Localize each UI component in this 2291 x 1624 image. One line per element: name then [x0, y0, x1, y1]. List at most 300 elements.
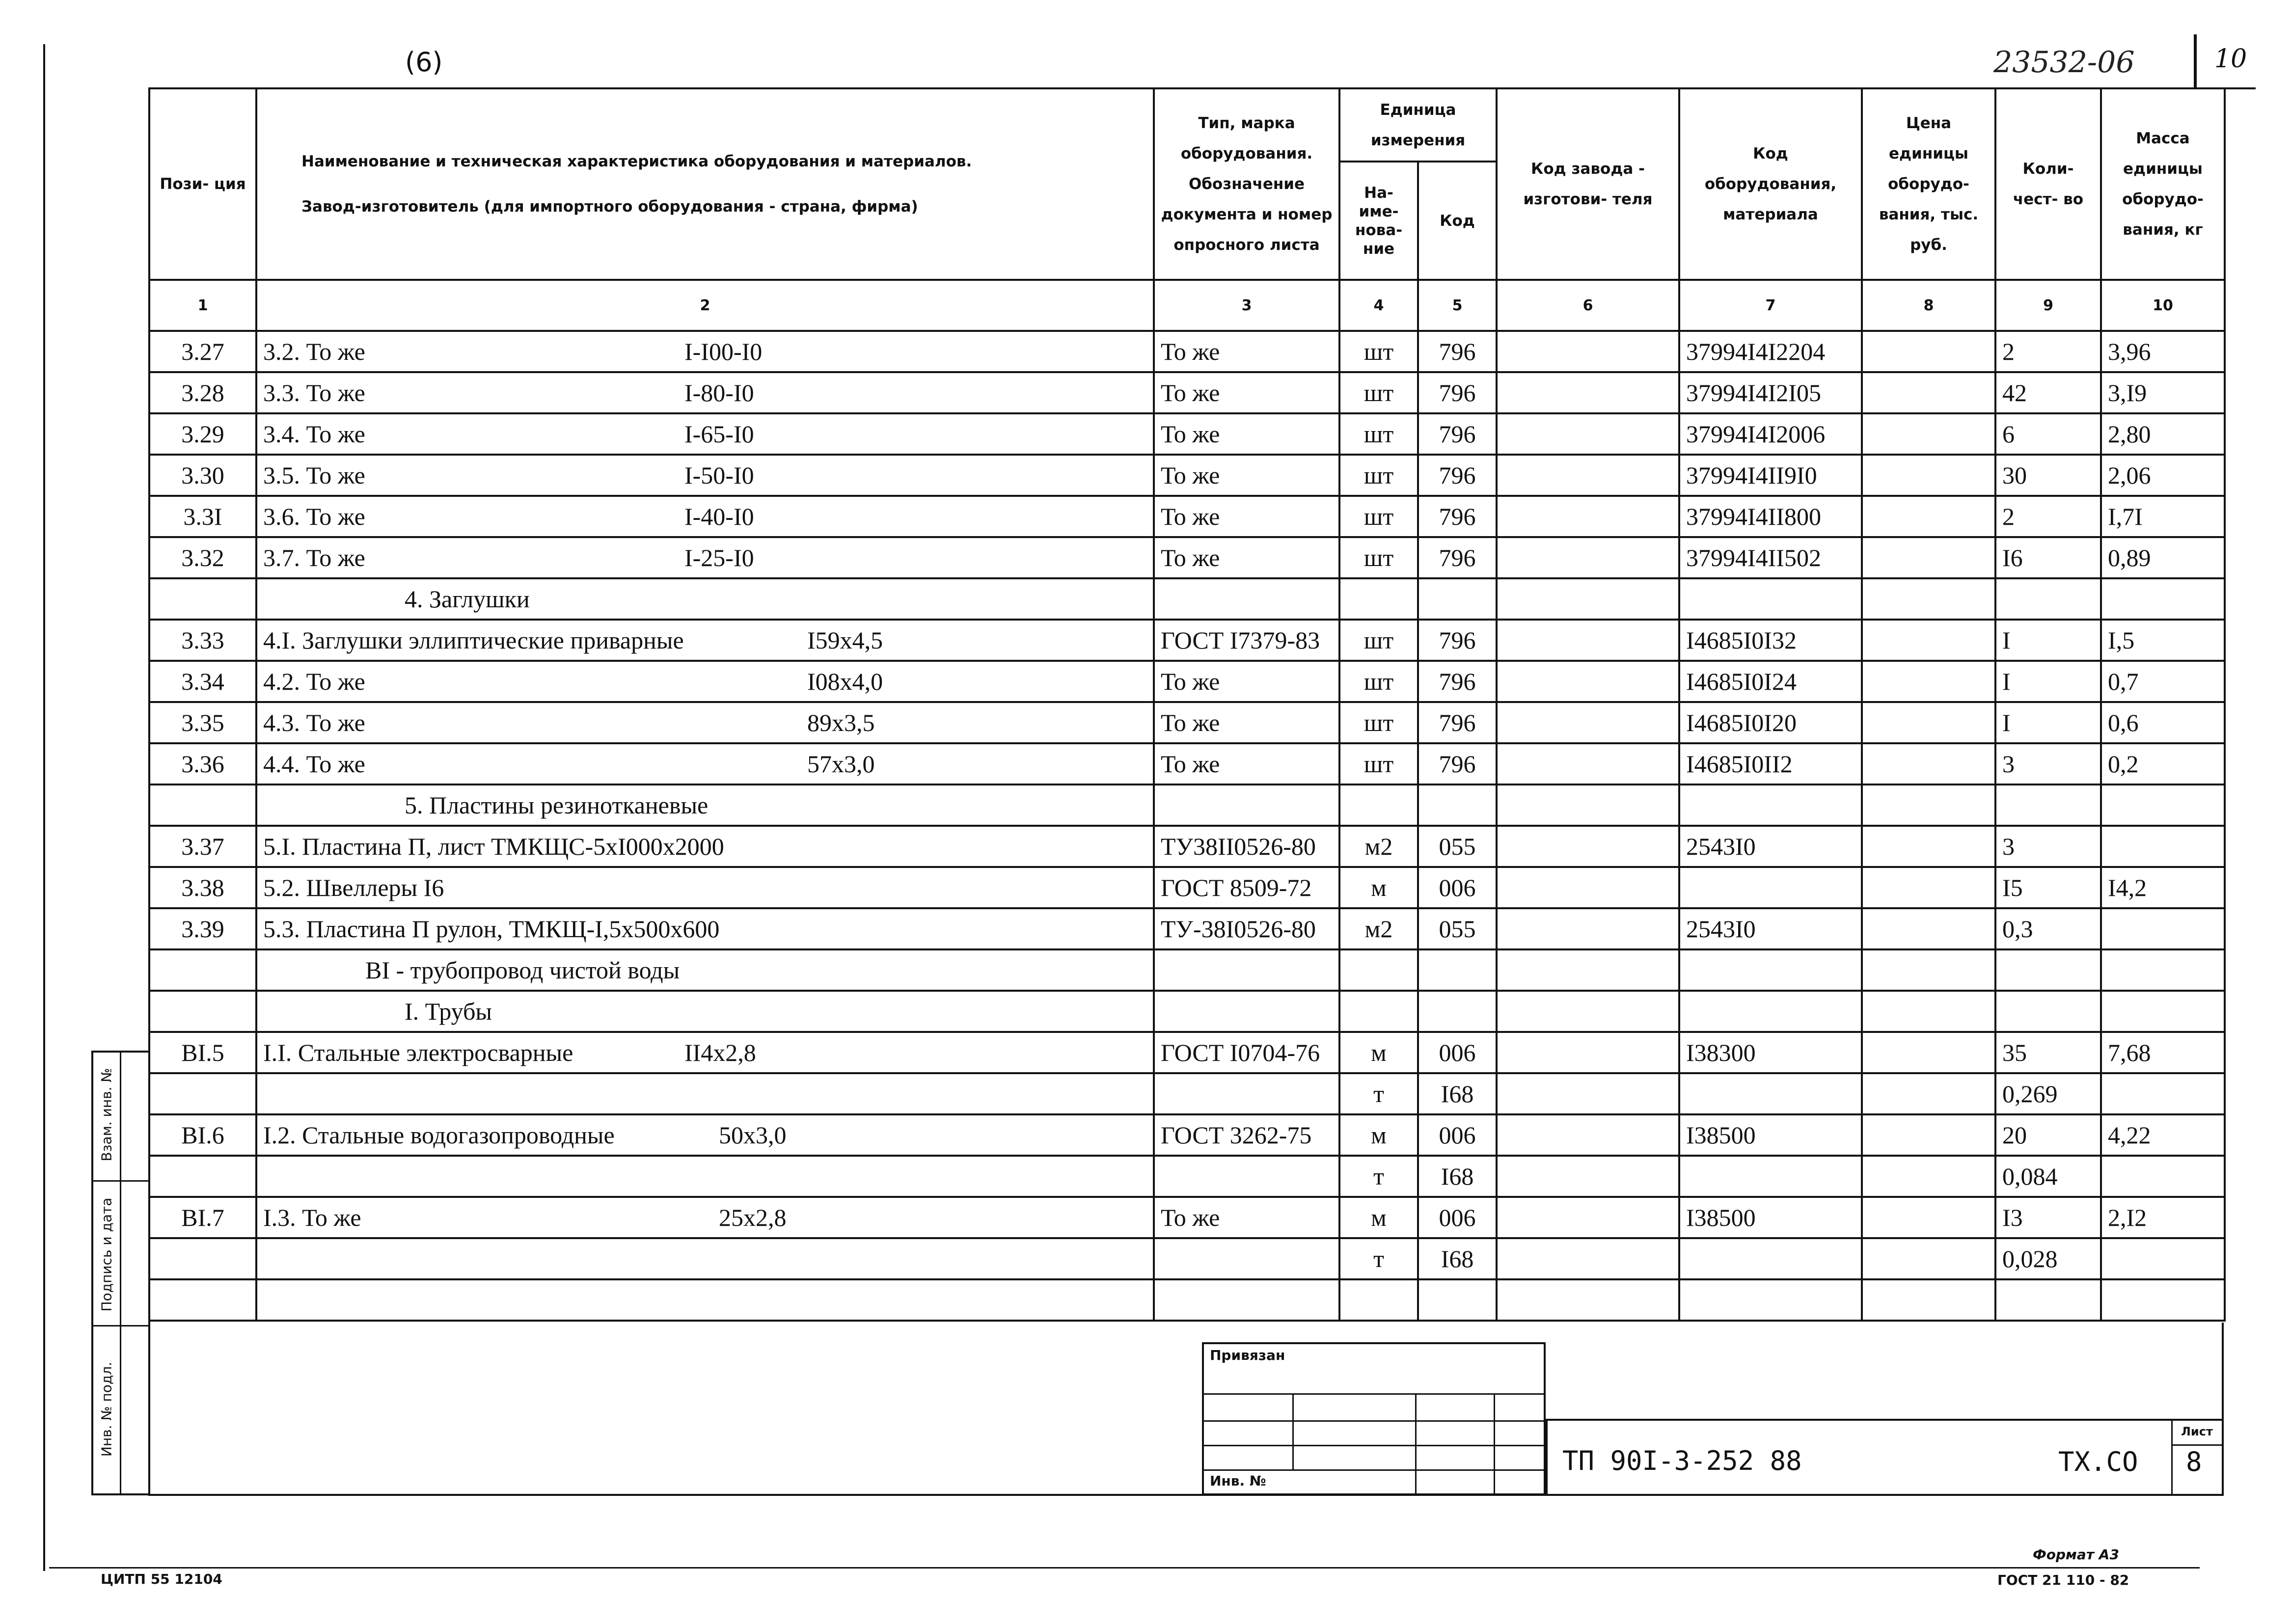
table-header-row	[149, 88, 2225, 162]
cell-unit-name: шт	[1339, 620, 1418, 661]
cell-document	[1154, 785, 1339, 826]
cell-material-code: I4685I0I24	[1679, 661, 1862, 702]
list-number: 8	[2186, 1446, 2202, 1477]
cell-name-text: BI - трубопровод чистой воды	[365, 956, 680, 984]
cell-dimension: I-80-I0	[684, 379, 754, 406]
cell-factory-code	[1497, 413, 1679, 455]
cell-factory-code	[1497, 1197, 1679, 1238]
cell-name	[256, 1279, 1154, 1321]
side-label-signature-date: Подпись и дата	[98, 1197, 115, 1312]
col-header-quantity: Коли- чест- во	[1995, 88, 2101, 280]
cell-unit-name	[1339, 785, 1418, 826]
cell-name-text: 3.4. То же	[263, 420, 365, 448]
cell-document: То же	[1154, 702, 1339, 743]
cell-position: 3.29	[149, 413, 256, 455]
cell-unit-code: I68	[1418, 1073, 1497, 1114]
cell-unit-code	[1418, 949, 1497, 991]
cell-name	[256, 826, 1154, 867]
cell-document	[1154, 1238, 1339, 1279]
table-row	[149, 1279, 2225, 1321]
col-header-unit-name: На- име- нова- ние	[1339, 162, 1418, 280]
cell-material-code	[1679, 578, 1862, 620]
cell-price	[1862, 661, 1995, 702]
cell-unit-code: 006	[1418, 1032, 1497, 1073]
cell-position: 3.30	[149, 455, 256, 496]
col-number: 10	[2101, 280, 2225, 331]
cell-price	[1862, 331, 1995, 372]
cell-position	[149, 785, 256, 826]
cell-mass: 3,96	[2101, 331, 2225, 372]
cell-factory-code	[1497, 826, 1679, 867]
cell-price	[1862, 949, 1995, 991]
cell-document: То же	[1154, 537, 1339, 578]
cell-quantity	[1995, 949, 2101, 991]
cell-quantity: I3	[1995, 1197, 2101, 1238]
cell-factory-code	[1497, 867, 1679, 908]
side-stamp-column	[91, 1051, 150, 1495]
cell-unit-name: шт	[1339, 413, 1418, 455]
cell-position	[149, 991, 256, 1032]
cell-name	[256, 949, 1154, 991]
cell-price	[1862, 537, 1995, 578]
column-number-row	[149, 280, 2225, 331]
cell-factory-code	[1497, 455, 1679, 496]
cell-document	[1154, 578, 1339, 620]
bottom-margin-line	[49, 1567, 2200, 1569]
cell-price	[1862, 578, 1995, 620]
cell-mass	[2101, 949, 2225, 991]
table-row	[149, 372, 2225, 413]
cell-name	[256, 991, 1154, 1032]
cell-document	[1154, 1156, 1339, 1197]
cell-name-text: I.3. То же	[263, 1204, 361, 1231]
col-number: 7	[1679, 280, 1862, 331]
cell-dimension: I08x4,0	[807, 668, 883, 695]
cell-document: ТУ38II0526-80	[1154, 826, 1339, 867]
cell-unit-name	[1339, 949, 1418, 991]
cell-document: То же	[1154, 455, 1339, 496]
table-row	[149, 413, 2225, 455]
cell-name-text: I.I. Стальные электросварные	[263, 1039, 573, 1066]
cell-unit-code: 006	[1418, 1114, 1497, 1156]
table-row	[149, 537, 2225, 578]
cell-material-code: I38300	[1679, 1032, 1862, 1073]
cell-name-text: I. Трубы	[405, 998, 492, 1025]
cell-quantity: 6	[1995, 413, 2101, 455]
cell-unit-code: 796	[1418, 331, 1497, 372]
binding-label: Привязан	[1210, 1347, 1285, 1363]
cell-mass	[2101, 785, 2225, 826]
cell-quantity: I	[1995, 620, 2101, 661]
cell-material-code	[1679, 1279, 1862, 1321]
cell-mass: 0,7	[2101, 661, 2225, 702]
cell-price	[1862, 372, 1995, 413]
col-header-type: Тип, марка оборудования. Обозначение документа и номер опросного листа	[1154, 88, 1339, 280]
cell-unit-name: шт	[1339, 661, 1418, 702]
cell-price	[1862, 1197, 1995, 1238]
cell-document: То же	[1154, 661, 1339, 702]
cell-mass	[2101, 578, 2225, 620]
cell-position: 3.36	[149, 743, 256, 785]
cell-quantity: 0,084	[1995, 1156, 2101, 1197]
col-header-mass: Масса единицы оборудо- вания, кг	[2101, 88, 2225, 280]
cell-price	[1862, 1238, 1995, 1279]
cell-unit-code: 006	[1418, 867, 1497, 908]
col-number: 2	[256, 280, 1154, 331]
col-number: 8	[1862, 280, 1995, 331]
cell-unit-name: м	[1339, 867, 1418, 908]
table-row	[149, 620, 2225, 661]
cell-position: 3.32	[149, 537, 256, 578]
table-row	[149, 826, 2225, 867]
cell-factory-code	[1497, 908, 1679, 949]
cell-quantity: 35	[1995, 1032, 2101, 1073]
cell-price	[1862, 1032, 1995, 1073]
document-number: 23532-06	[1993, 45, 2135, 80]
cell-unit-name: шт	[1339, 743, 1418, 785]
footer-left-code: ЦИТП 55 12104	[101, 1571, 222, 1587]
table-row	[149, 1197, 2225, 1238]
page-label: (6)	[405, 47, 443, 78]
cell-quantity	[1995, 785, 2101, 826]
side-label-original-inventory: Инв. № подл.	[98, 1361, 115, 1457]
cell-price	[1862, 826, 1995, 867]
col-number: 6	[1497, 280, 1679, 331]
table-row	[149, 908, 2225, 949]
col-number: 3	[1154, 280, 1339, 331]
table-row	[149, 496, 2225, 537]
cell-unit-name: шт	[1339, 702, 1418, 743]
cell-unit-code	[1418, 578, 1497, 620]
cell-dimension: I-65-I0	[684, 420, 754, 448]
cell-name-text: 5.2. Швеллеры I6	[263, 874, 444, 901]
cell-mass: 0,89	[2101, 537, 2225, 578]
cell-name-text: 4. Заглушки	[405, 585, 530, 613]
cell-quantity	[1995, 991, 2101, 1032]
footer-gost: ГОСТ 21 110 - 82	[1997, 1572, 2129, 1588]
cell-position: 3.38	[149, 867, 256, 908]
cell-mass: I,7I	[2101, 496, 2225, 537]
cell-document: ТУ-38I0526-80	[1154, 908, 1339, 949]
table-row	[149, 661, 2225, 702]
cell-document: ГОСТ 8509-72	[1154, 867, 1339, 908]
cell-quantity: 2	[1995, 496, 2101, 537]
cell-quantity: I	[1995, 661, 2101, 702]
col-header-name-line1: Наименование и техническая характеристика оборудования и материалов.	[301, 153, 972, 170]
cell-name	[256, 785, 1154, 826]
cell-factory-code	[1497, 1032, 1679, 1073]
cell-mass	[2101, 1238, 2225, 1279]
cell-position: 3.39	[149, 908, 256, 949]
cell-document: ГОСТ 3262-75	[1154, 1114, 1339, 1156]
cell-position: 3.27	[149, 331, 256, 372]
table-row	[149, 949, 2225, 991]
cell-unit-name: шт	[1339, 455, 1418, 496]
col-header-unit-code: Код	[1418, 162, 1497, 280]
cell-material-code: I4685I0I20	[1679, 702, 1862, 743]
cell-mass: 0,2	[2101, 743, 2225, 785]
cell-mass	[2101, 908, 2225, 949]
cell-material-code: I38500	[1679, 1114, 1862, 1156]
cell-unit-code: I68	[1418, 1156, 1497, 1197]
cell-name	[256, 702, 1154, 743]
cell-quantity	[1995, 578, 2101, 620]
cell-name-text: 3.6. То же	[263, 503, 365, 530]
cell-dimension: I-40-I0	[684, 503, 754, 530]
cell-name-text: 4.4. То же	[263, 750, 365, 778]
cell-material-code	[1679, 867, 1862, 908]
cell-name	[256, 1238, 1154, 1279]
cell-quantity: I6	[1995, 537, 2101, 578]
cell-factory-code	[1497, 991, 1679, 1032]
cell-unit-code: 006	[1418, 1197, 1497, 1238]
cell-unit-name: т	[1339, 1238, 1418, 1279]
cell-name	[256, 620, 1154, 661]
cell-name	[256, 743, 1154, 785]
cell-name	[256, 331, 1154, 372]
cell-mass: 0,6	[2101, 702, 2225, 743]
cell-price	[1862, 743, 1995, 785]
cell-quantity: 0,028	[1995, 1238, 2101, 1279]
cell-quantity: 42	[1995, 372, 2101, 413]
cell-material-code	[1679, 1238, 1862, 1279]
cell-document	[1154, 1073, 1339, 1114]
cell-document: То же	[1154, 1197, 1339, 1238]
cell-material-code: 37994I4I2204	[1679, 331, 1862, 372]
cell-unit-name	[1339, 578, 1418, 620]
cell-unit-code: 796	[1418, 455, 1497, 496]
cell-quantity: 3	[1995, 743, 2101, 785]
cell-material-code: 37994I4II9I0	[1679, 455, 1862, 496]
cell-position: 3.28	[149, 372, 256, 413]
cell-document: ГОСТ I0704-76	[1154, 1032, 1339, 1073]
cell-dimension: I59x4,5	[807, 626, 883, 654]
col-number: 4	[1339, 280, 1418, 331]
cell-name	[256, 413, 1154, 455]
cell-factory-code	[1497, 372, 1679, 413]
cell-unit-name: м	[1339, 1197, 1418, 1238]
table-row	[149, 1073, 2225, 1114]
cell-factory-code	[1497, 578, 1679, 620]
cell-material-code: I4685I0II2	[1679, 743, 1862, 785]
table-row	[149, 867, 2225, 908]
cell-name	[256, 1032, 1154, 1073]
cell-material-code: 37994I4I2006	[1679, 413, 1862, 455]
cell-material-code: I38500	[1679, 1197, 1862, 1238]
cell-dimension: 50x3,0	[719, 1121, 787, 1149]
cell-price	[1862, 867, 1995, 908]
cell-name	[256, 908, 1154, 949]
col-header-price: Цена единицы оборудо- вания, тыс. руб.	[1862, 88, 1995, 280]
cell-price	[1862, 455, 1995, 496]
cell-unit-code: 796	[1418, 496, 1497, 537]
cell-unit-name: м2	[1339, 908, 1418, 949]
table-row	[149, 991, 2225, 1032]
cell-name-text: I.2. Стальные водогазопроводные	[263, 1121, 615, 1149]
cell-name	[256, 1114, 1154, 1156]
cell-unit-name: шт	[1339, 537, 1418, 578]
cell-unit-name: м	[1339, 1032, 1418, 1073]
cell-name	[256, 1073, 1154, 1114]
cell-unit-code: 796	[1418, 537, 1497, 578]
cell-price	[1862, 1279, 1995, 1321]
cell-price	[1862, 1073, 1995, 1114]
cell-dimension: I-25-I0	[684, 544, 754, 571]
cell-dimension: II4x2,8	[684, 1039, 756, 1066]
cell-unit-code: 796	[1418, 372, 1497, 413]
cell-position: 3.37	[149, 826, 256, 867]
col-header-unit: Единица измерения	[1339, 88, 1497, 162]
cell-name	[256, 867, 1154, 908]
cell-factory-code	[1497, 1073, 1679, 1114]
cell-unit-code	[1418, 785, 1497, 826]
cell-name-text: 4.3. То же	[263, 709, 365, 736]
inventory-number-label: Инв. №	[1210, 1473, 1266, 1489]
cell-unit-code	[1418, 991, 1497, 1032]
table-row	[149, 1238, 2225, 1279]
table-row	[149, 743, 2225, 785]
cell-position: BI.5	[149, 1032, 256, 1073]
cell-position: 3.3I	[149, 496, 256, 537]
cell-material-code: 2543I0	[1679, 826, 1862, 867]
cell-position	[149, 1073, 256, 1114]
cell-document	[1154, 949, 1339, 991]
col-header-factory-code: Код завода - изготови- теля	[1497, 88, 1679, 280]
cell-quantity	[1995, 1279, 2101, 1321]
cell-position: BI.7	[149, 1197, 256, 1238]
cell-material-code: 2543I0	[1679, 908, 1862, 949]
cell-unit-code	[1418, 1279, 1497, 1321]
binding-stamp	[1202, 1342, 1546, 1495]
cell-position: 3.33	[149, 620, 256, 661]
cell-document: То же	[1154, 743, 1339, 785]
cell-name-text: 5.3. Пластина П рулон, ТМКЩ-I,5x500x600	[263, 915, 720, 943]
cell-position	[149, 1238, 256, 1279]
specification-table	[148, 87, 2226, 1322]
cell-position: BI.6	[149, 1114, 256, 1156]
cell-name	[256, 537, 1154, 578]
cell-unit-name: т	[1339, 1073, 1418, 1114]
cell-name-text: 5.I. Пластина П, лист ТМКЩС-5xI000x2000	[263, 833, 724, 860]
table-row	[149, 455, 2225, 496]
cell-name	[256, 1156, 1154, 1197]
col-header-material-code: Код оборудования, материала	[1679, 88, 1862, 280]
cell-unit-code: 055	[1418, 826, 1497, 867]
set-code: ТХ.СО	[2058, 1446, 2138, 1477]
cell-unit-code: 796	[1418, 413, 1497, 455]
cell-unit-code: 796	[1418, 661, 1497, 702]
cell-unit-name: т	[1339, 1156, 1418, 1197]
cell-unit-name: шт	[1339, 496, 1418, 537]
cell-quantity: 0,3	[1995, 908, 2101, 949]
cell-name-text: 3.7. То же	[263, 544, 365, 571]
cell-material-code	[1679, 949, 1862, 991]
cell-dimension: I-I00-I0	[684, 338, 763, 365]
cell-unit-code: 796	[1418, 743, 1497, 785]
cell-document	[1154, 1279, 1339, 1321]
cell-name	[256, 578, 1154, 620]
cell-mass: 3,I9	[2101, 372, 2225, 413]
cell-position	[149, 1279, 256, 1321]
cell-price	[1862, 908, 1995, 949]
table-row	[149, 785, 2225, 826]
cell-name	[256, 1197, 1154, 1238]
cell-document: ГОСТ I7379-83	[1154, 620, 1339, 661]
cell-mass: 2,80	[2101, 413, 2225, 455]
cell-material-code: 37994I4I2I05	[1679, 372, 1862, 413]
cell-quantity: 30	[1995, 455, 2101, 496]
cell-factory-code	[1497, 743, 1679, 785]
cell-dimension: 89x3,5	[807, 709, 875, 736]
table-row	[149, 1156, 2225, 1197]
cell-factory-code	[1497, 537, 1679, 578]
cell-price	[1862, 702, 1995, 743]
cell-dimension: 57x3,0	[807, 750, 875, 778]
cell-quantity: 2	[1995, 331, 2101, 372]
cell-factory-code	[1497, 1156, 1679, 1197]
cell-quantity: 0,269	[1995, 1073, 2101, 1114]
title-block	[1546, 1419, 2224, 1495]
cell-document	[1154, 991, 1339, 1032]
cell-position	[149, 949, 256, 991]
cell-factory-code	[1497, 1114, 1679, 1156]
cell-name	[256, 372, 1154, 413]
col-header-name-line2: Завод-изготовитель (для импортного оборудования - страна, фирма)	[301, 198, 918, 216]
cell-document: То же	[1154, 331, 1339, 372]
cell-unit-code: 796	[1418, 620, 1497, 661]
cell-document: То же	[1154, 413, 1339, 455]
project-code: ТП 90I-3-252 88	[1562, 1445, 1802, 1476]
cell-quantity: 3	[1995, 826, 2101, 867]
cell-material-code	[1679, 1156, 1862, 1197]
cell-price	[1862, 620, 1995, 661]
cell-factory-code	[1497, 331, 1679, 372]
cell-mass: I,5	[2101, 620, 2225, 661]
cell-mass	[2101, 1279, 2225, 1321]
cell-mass	[2101, 826, 2225, 867]
cell-position	[149, 1156, 256, 1197]
col-number: 9	[1995, 280, 2101, 331]
cell-document: То же	[1154, 372, 1339, 413]
cell-dimension: 25x2,8	[719, 1204, 787, 1231]
cell-factory-code	[1497, 785, 1679, 826]
cell-material-code	[1679, 1073, 1862, 1114]
cell-unit-name	[1339, 1279, 1418, 1321]
cell-name-text: 5. Пластины резинотканевые	[405, 791, 709, 819]
cell-quantity: I	[1995, 702, 2101, 743]
cell-unit-name	[1339, 991, 1418, 1032]
cell-position: 3.34	[149, 661, 256, 702]
cell-factory-code	[1497, 1238, 1679, 1279]
cell-name-text: 4.2. То же	[263, 668, 365, 695]
cell-mass	[2101, 991, 2225, 1032]
cell-position	[149, 578, 256, 620]
sheet-number: 10	[2214, 44, 2247, 74]
cell-dimension: I-50-I0	[684, 461, 754, 489]
footer-format: Формат А3	[2033, 1546, 2119, 1563]
cell-position: 3.35	[149, 702, 256, 743]
cell-material-code: 37994I4II800	[1679, 496, 1862, 537]
col-number: 1	[149, 280, 256, 331]
cell-factory-code	[1497, 702, 1679, 743]
col-number: 5	[1418, 280, 1497, 331]
cell-mass: 2,06	[2101, 455, 2225, 496]
cell-mass: I4,2	[2101, 867, 2225, 908]
table-row	[149, 331, 2225, 372]
cell-material-code: 37994I4II502	[1679, 537, 1862, 578]
cell-factory-code	[1497, 496, 1679, 537]
table-row	[149, 1032, 2225, 1073]
